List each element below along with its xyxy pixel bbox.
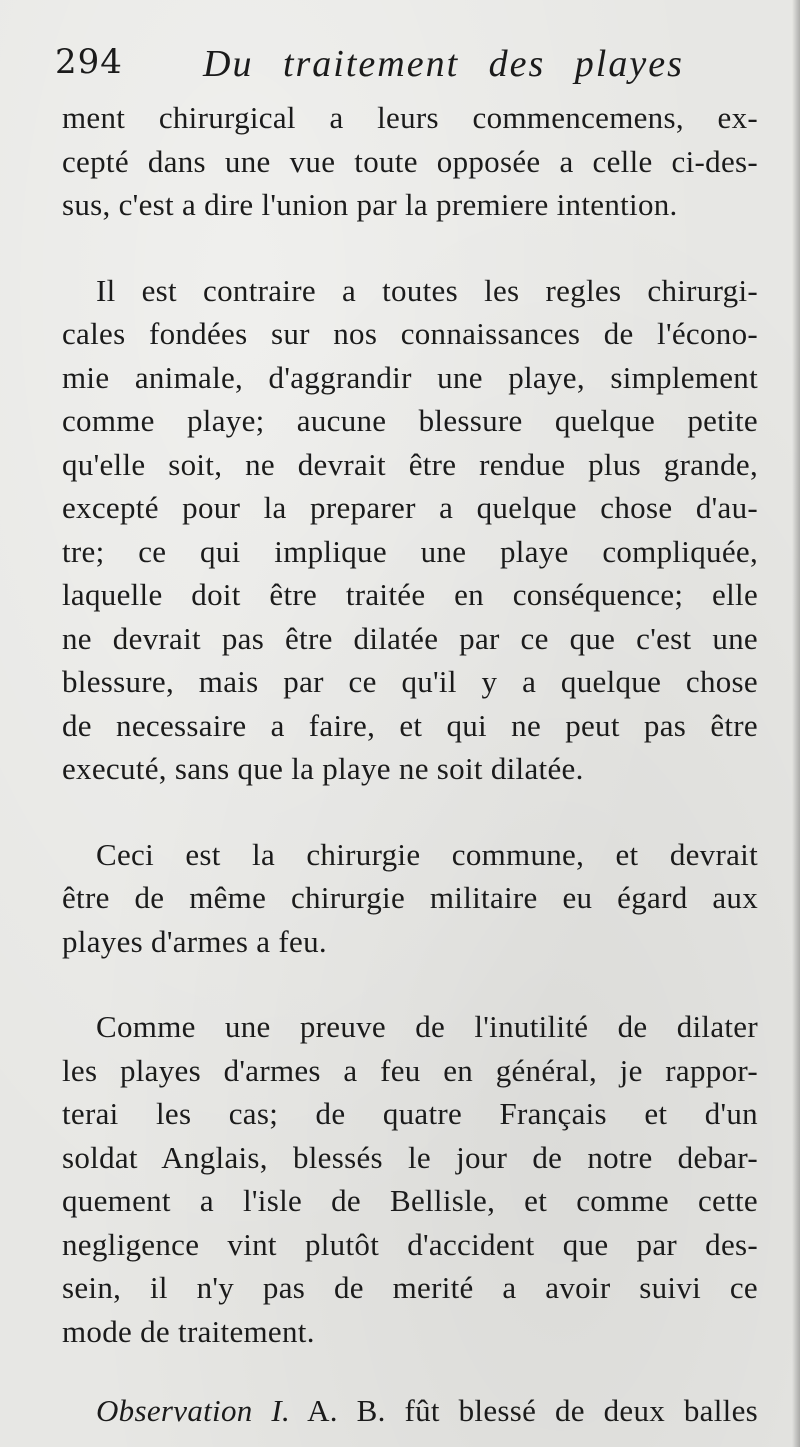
text-line: negligence vint plutôt d'accident que par des- xyxy=(62,1226,758,1262)
observation-label: Observation I. xyxy=(96,1393,291,1428)
text-line: Il est contraire a toutes les regles chirurgi- xyxy=(96,272,758,308)
text-line: comme playe; aucune blessure quelque petite xyxy=(62,403,758,438)
text-line: excepté pour la preparer a quelque chose d'au- xyxy=(62,490,758,525)
text-line: playes d'armes a feu. xyxy=(62,923,327,959)
text-line: sus, c'est a dire l'union par la premiere intention. xyxy=(62,187,678,222)
text-line: blessure, mais par ce qu'il y a quelque chose xyxy=(62,664,758,699)
body-text xyxy=(62,96,758,1433)
text-line: soldat Anglais, blessés le jour de notre debar- xyxy=(62,1139,758,1175)
text-line: ne devrait pas être dilatée par ce que c'est une xyxy=(62,620,758,656)
text-line: Comme une preuve de l'inutilité de dilater xyxy=(96,1009,758,1044)
text-line: ment chirurgical a leurs commencemens, ex- xyxy=(62,100,758,135)
text-line: sein, il n'y pas de merité a avoir suivi ce xyxy=(62,1270,758,1305)
paragraph-4 xyxy=(62,1005,758,1353)
text-line: mode de traitement. xyxy=(62,1313,315,1349)
paragraph-gap xyxy=(62,1353,758,1389)
page-edge-shadow xyxy=(792,0,800,1447)
paragraph-gap xyxy=(62,227,758,269)
paragraph-3 xyxy=(62,833,758,964)
observation-line xyxy=(62,1389,758,1433)
text-line: qu'elle soit, ne devrait être rendue plus grande, xyxy=(62,446,758,482)
paragraph-2 xyxy=(62,269,758,791)
text-line: laquelle doit être traitée en conséquence; elle xyxy=(62,577,758,612)
page-number: 294 xyxy=(55,42,123,82)
text-line: cales fondées sur nos connaissances de l'écono- xyxy=(62,316,758,351)
observation-text: A. B. fût blessé de deux balles xyxy=(307,1393,758,1428)
running-head xyxy=(55,42,755,92)
text-line: cepté dans une vue toute opposée a celle ci-des- xyxy=(62,143,758,179)
paragraph-gap xyxy=(62,791,758,833)
text-line: tre; ce qui implique une playe compliquée, xyxy=(62,533,758,569)
running-title: Du traitement des playes xyxy=(203,43,684,85)
text-line: Ceci est la chirurgie commune, et devrait xyxy=(96,836,758,872)
text-line: mie animale, d'aggrandir une playe, simplement xyxy=(62,359,758,395)
text-line: les playes d'armes a feu en général, je rappor- xyxy=(62,1052,758,1088)
text-line: de necessaire a faire, et qui ne peut pas être xyxy=(62,707,758,743)
text-line: terai les cas; de quatre Français et d'un xyxy=(62,1096,758,1131)
text-line: executé, sans que la playe ne soit dilatée. xyxy=(62,751,584,786)
text-line: quement a l'isle de Bellisle, et comme cette xyxy=(62,1183,758,1218)
text-line: être de même chirurgie militaire eu égard aux xyxy=(62,880,758,915)
paragraph-gap xyxy=(62,963,758,1005)
paragraph-1 xyxy=(62,96,758,227)
